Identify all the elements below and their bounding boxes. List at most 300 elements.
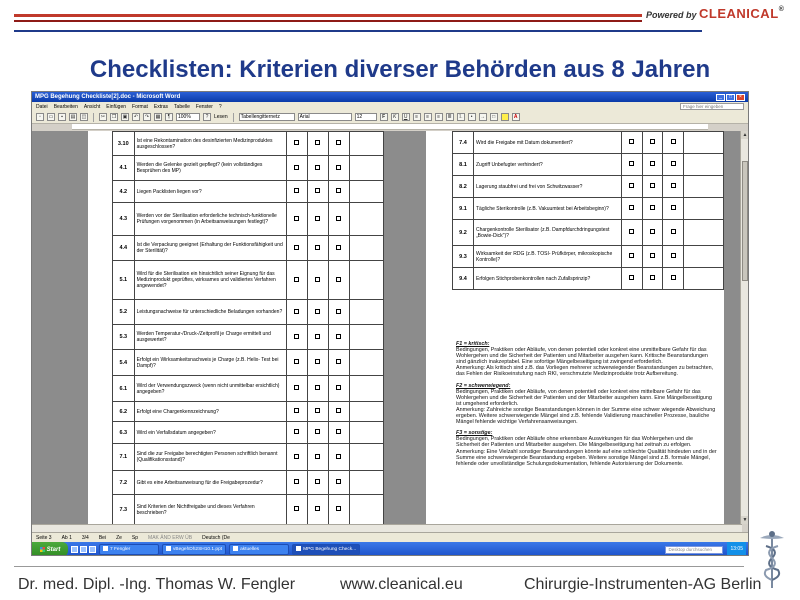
- note-f2-remark: Anmerkung: Zahlreiche sonstige Beanstandungen können in der Summe eine schwer wiegende Abweichung ergeben. Weitere schwerwiegende Mängel sind z.B. fehlende Validierung maschineller Prozesse, bauliche Mängel fehlende wichtige Verfahrensanweisungen.: [456, 406, 716, 426]
- checkbox[interactable]: [650, 139, 655, 144]
- checkbox-cell: [328, 300, 349, 325]
- checkbox[interactable]: [650, 229, 655, 234]
- checkbox-cell: [286, 156, 307, 181]
- remarks-cell[interactable]: [350, 156, 384, 181]
- checkbox-cell: [307, 325, 328, 350]
- checklist-criterion: Wird ein Verfallsdatum angegeben?: [134, 422, 286, 444]
- align-center-icon[interactable]: ≡: [424, 113, 432, 121]
- word-window: [31, 91, 749, 556]
- quick-launch-icon[interactable]: [80, 546, 87, 553]
- checkbox-cell: [307, 350, 328, 376]
- start-button[interactable]: [32, 542, 68, 556]
- remarks-cell[interactable]: [350, 236, 384, 261]
- page-left: [88, 131, 384, 524]
- status-position: Bei: [98, 534, 107, 541]
- checkbox-cell: [663, 176, 684, 198]
- horizontal-scrollbar[interactable]: [32, 524, 742, 532]
- checkbox-cell: [286, 203, 307, 236]
- checklist-criterion: Chargenkontrolle Sterilisator (z.B. Dampfdurchdringungstest „Bowie-Dick")?: [474, 220, 622, 246]
- numbering-icon[interactable]: ⒈: [458, 114, 464, 120]
- checklist-row: [113, 181, 384, 203]
- windows-logo-icon: [40, 547, 45, 552]
- checkbox-cell: [307, 203, 328, 236]
- checkbox-cell: [621, 154, 642, 176]
- checkbox-cell: [328, 350, 349, 376]
- note-f1-remark: Anmerkung: Als kritisch sind z.B. das Vorliegen mehrerer schwerwiegender Beanstandungen zu betrachten, das Fehlen der Risikoeinstufung nach RKI, verschmutzte Medizinprodukte trotz Aufbereitung.: [456, 365, 714, 378]
- highlight-icon[interactable]: [501, 113, 509, 121]
- checkbox[interactable]: [336, 165, 341, 170]
- checklist-criterion: Wird der Verwendungszweck (wenn nicht unmittelbar ersichtlich) angegeben?: [134, 376, 286, 402]
- checkbox[interactable]: [336, 385, 341, 390]
- status-page: Seite 3: [36, 534, 52, 541]
- checkbox-cell: [286, 402, 307, 422]
- footer-company: Chirurgie-Instrumenten-AG Berlin: [524, 576, 762, 593]
- paste-icon[interactable]: ▣: [122, 114, 128, 120]
- checkbox-cell: [286, 495, 307, 525]
- document-area: [32, 131, 742, 524]
- menu-item[interactable]: Extras: [153, 103, 169, 110]
- checkbox-cell: [663, 154, 684, 176]
- remarks-cell[interactable]: [350, 203, 384, 236]
- remarks-cell[interactable]: [350, 261, 384, 300]
- checkbox-cell: [642, 176, 663, 198]
- desktop-search-input[interactable]: Desktop durchsuchen: [665, 546, 723, 554]
- system-tray: [665, 542, 746, 556]
- save-icon[interactable]: ▪: [58, 113, 66, 121]
- note-f3-text: Bedingungen, Praktiken oder Abläufe ohne erkennbare Auswirkungen für das Wohlergehen und die Sicherheit der Patienten und Mitarbeiter ausgehen. Die Mängelbeseitigung hat zeitnah zu erfolgen.: [456, 436, 693, 449]
- checkbox-cell: [286, 236, 307, 261]
- menu-item[interactable]: Format: [132, 103, 148, 110]
- checkbox-cell: [307, 444, 328, 471]
- note-f2-text: Bedingungen, Praktiken oder Abläufe, von denen potentiell oder konkret eine mittelbare Gefahr für das Wohlergehen und die Sicherheit der Patienten und der Mitarbeiter ausgehen kann. Eine Mängelbeseitigung ist umgehend erforderlich.: [456, 388, 712, 407]
- checkbox[interactable]: [315, 359, 320, 364]
- checkbox[interactable]: [336, 429, 341, 434]
- checklist-number: 5.2: [113, 300, 135, 325]
- checkbox-cell: [328, 132, 349, 156]
- checklist-number: 6.1: [113, 376, 135, 402]
- checkbox[interactable]: [336, 309, 341, 314]
- note-f2-title: F2 = schwerwiegend:: [456, 382, 511, 389]
- checkbox[interactable]: [294, 277, 299, 282]
- checkbox[interactable]: [315, 245, 320, 250]
- checkbox-cell: [286, 471, 307, 495]
- checkbox-cell: [663, 268, 684, 290]
- checklist-number: 6.3: [113, 422, 135, 444]
- checklist-row: [453, 198, 724, 220]
- menu-item[interactable]: ?: [218, 103, 222, 110]
- checklist-criterion: Liegen Packlisten liegen vor?: [134, 181, 286, 203]
- checkbox[interactable]: [315, 165, 320, 170]
- brand-name: CLEANICAL: [699, 6, 779, 21]
- align-right-icon[interactable]: ≡: [435, 113, 443, 121]
- caduceus-logo-icon: [752, 528, 792, 590]
- checkbox[interactable]: [294, 506, 299, 511]
- checkbox-cell: [328, 495, 349, 525]
- quick-launch-icon[interactable]: [89, 546, 96, 553]
- checkbox[interactable]: [315, 277, 320, 282]
- checklist-number: 7.2: [113, 471, 135, 495]
- checkbox-cell: [307, 132, 328, 156]
- checkbox[interactable]: [315, 309, 320, 314]
- checkbox[interactable]: [294, 309, 299, 314]
- undo-icon[interactable]: ↶: [133, 114, 139, 120]
- close-button[interactable]: ×: [736, 94, 745, 101]
- checkbox[interactable]: [294, 165, 299, 170]
- checkbox[interactable]: [336, 359, 341, 364]
- font-size-select[interactable]: 12: [355, 113, 377, 121]
- checklist-criterion: Erfolgen Stichprobenkontrollen nach Zufallsprinzip?: [474, 268, 622, 290]
- ruler[interactable]: [72, 124, 708, 130]
- checkbox[interactable]: [629, 275, 634, 280]
- checklist-number: 8.1: [453, 154, 474, 176]
- taskbar-button[interactable]: [229, 544, 289, 555]
- checkbox[interactable]: [294, 334, 299, 339]
- checkbox-cell: [328, 444, 349, 471]
- checkbox[interactable]: [294, 140, 299, 145]
- checkbox[interactable]: [650, 205, 655, 210]
- taskbar-button[interactable]: [292, 544, 360, 555]
- checkbox[interactable]: [671, 205, 676, 210]
- checklist-criterion: Werden vor der Sterilisation erforderliche technisch-funktionelle Prüfungen vorgenommen (in Arbeitsanweisungen festlegt)?: [134, 203, 286, 236]
- app-icon: [233, 546, 238, 551]
- remarks-cell[interactable]: [350, 422, 384, 444]
- remarks-cell[interactable]: [684, 220, 724, 246]
- checklist-row: [113, 376, 384, 402]
- checkbox[interactable]: [336, 334, 341, 339]
- checklist-criterion: Erfolgt eine Chargenkennzeichnung?: [134, 402, 286, 422]
- remarks-cell[interactable]: [684, 246, 724, 268]
- powered-by-logo: [646, 6, 784, 21]
- checklist-number: 9.1: [453, 198, 474, 220]
- checkbox-cell: [307, 402, 328, 422]
- checkbox-cell: [663, 246, 684, 268]
- table-icon[interactable]: ▦: [155, 114, 161, 120]
- checklist-number: 5.1: [113, 261, 135, 300]
- checklist-criterion: Wird für die Sterilisation ein hinsichtlich seiner Eignung für das Medizinprodukt geprüftes, wirksames und validiertes Verfahren angewendet?: [134, 261, 286, 300]
- checkbox-cell: [642, 198, 663, 220]
- status-column: Sp: [131, 534, 139, 541]
- maximize-button[interactable]: □: [726, 94, 735, 101]
- remarks-cell[interactable]: [684, 132, 724, 154]
- checklist-row: [113, 471, 384, 495]
- menu-item[interactable]: Einfügen: [106, 103, 127, 110]
- checkbox-cell: [307, 300, 328, 325]
- remarks-cell[interactable]: [350, 444, 384, 471]
- note-f1-text: Bedingungen, Praktiken oder Abläufe, von denen potentiell oder konkret eine unmittelbare Gefahr für das Wohlergehen und die Sicherheit der Patienten und Mitarbeiter ausgehen kann. Kritische Beanstandungen sind gänzlich inakzeptabel. Eine sofortige Mängelbeseitigung ist zwingend erforderlich.: [456, 347, 708, 366]
- checkbox-cell: [307, 471, 328, 495]
- align-left-icon[interactable]: ≡: [413, 113, 421, 121]
- checkbox[interactable]: [294, 429, 299, 434]
- checklist-number: 9.3: [453, 246, 474, 268]
- taskbar-button[interactable]: [162, 544, 226, 555]
- indent-icon[interactable]: →: [480, 114, 486, 120]
- checklist-criterion: Leistungsnachweise für unterschiedliche Beladungen vorhanden?: [134, 300, 286, 325]
- checkbox-cell: [663, 220, 684, 246]
- checkbox-cell: [663, 132, 684, 154]
- checklist-criterion: Sind die zur Freigabe berechtigten Personen schriftlich benannt (Qualifikationsstand)?: [134, 444, 286, 471]
- remarks-cell[interactable]: [684, 176, 724, 198]
- checkbox[interactable]: [315, 429, 320, 434]
- checkbox[interactable]: [315, 454, 320, 459]
- copy-icon[interactable]: ❐: [111, 114, 117, 120]
- checkbox[interactable]: [650, 253, 655, 258]
- checklist-row: [113, 495, 384, 525]
- checkbox[interactable]: [671, 183, 676, 188]
- footer-website: www.cleanical.eu: [340, 576, 463, 593]
- checkbox-cell: [307, 261, 328, 300]
- taskbar-button-label: aktuelles: [240, 547, 260, 552]
- checklist-number: 5.3: [113, 325, 135, 350]
- checkbox[interactable]: [671, 275, 676, 280]
- checkbox[interactable]: [629, 139, 634, 144]
- checkbox-cell: [621, 268, 642, 290]
- checkbox-cell: [307, 376, 328, 402]
- read-mode-button[interactable]: Lesen: [214, 114, 228, 120]
- task-buttons: [99, 544, 360, 555]
- app-icon: [166, 546, 171, 551]
- checkbox[interactable]: [336, 140, 341, 145]
- justify-icon[interactable]: ≣: [447, 114, 452, 120]
- checkbox[interactable]: [294, 454, 299, 459]
- menubar: [32, 102, 748, 111]
- help-icon[interactable]: ?: [203, 113, 211, 121]
- checkbox-cell: [286, 350, 307, 376]
- checkbox[interactable]: [315, 334, 320, 339]
- checkbox-cell: [328, 325, 349, 350]
- new-document-icon[interactable]: ▫: [36, 113, 44, 121]
- scroll-up-icon[interactable]: ▲: [742, 132, 748, 138]
- taskbar-button-label: MPG Begehung Check...: [303, 547, 357, 552]
- page-right: [426, 131, 724, 524]
- checkbox-cell: [642, 246, 663, 268]
- checklist-criterion: Wirksamkeit der RDG (z.B. TOSI- Prüfkörper, mikroskopische Kontrolle)?: [474, 246, 622, 268]
- font-color-icon[interactable]: A: [512, 113, 520, 121]
- checklist-number: 7.4: [453, 132, 474, 154]
- checkbox[interactable]: [315, 479, 320, 484]
- checkbox[interactable]: [294, 479, 299, 484]
- checkbox-cell: [286, 261, 307, 300]
- footer-line: [14, 566, 744, 567]
- checkbox[interactable]: [294, 216, 299, 221]
- checkbox[interactable]: [671, 139, 676, 144]
- note-f1: [456, 341, 718, 378]
- checkbox[interactable]: [336, 277, 341, 282]
- start-label: Start: [46, 546, 61, 553]
- quick-launch-icon[interactable]: [71, 546, 78, 553]
- border-icon[interactable]: □: [490, 113, 498, 121]
- checkbox[interactable]: [336, 216, 341, 221]
- checklist-row: [113, 132, 384, 156]
- status-language: Deutsch (De: [202, 534, 230, 541]
- checklist-row: [453, 268, 724, 290]
- checklist-criterion: Sind Kriterien der Nichtfreigabe und dieses Verfahren beschrieben?: [134, 495, 286, 525]
- menu-item[interactable]: Datei: [36, 103, 48, 110]
- checkbox[interactable]: [315, 140, 320, 145]
- header-dark-red-line: [14, 20, 642, 22]
- taskbar-button[interactable]: [99, 544, 159, 555]
- checkbox-cell: [663, 198, 684, 220]
- checkbox-cell: [621, 246, 642, 268]
- checkbox[interactable]: [650, 275, 655, 280]
- checklist-criterion: Erfolgt ein Wirksamkeitsnachweis je Charge (z.B. Helix- Test bei Dampf)?: [134, 350, 286, 376]
- checkbox-cell: [642, 132, 663, 154]
- cut-icon[interactable]: ✂: [100, 114, 106, 120]
- checkbox-cell: [621, 198, 642, 220]
- slide-title: Checklisten: Kriterien diverser Behörden aus 8 Jahren: [89, 56, 711, 83]
- remarks-cell[interactable]: [684, 154, 724, 176]
- paragraph-icon[interactable]: ¶: [165, 113, 173, 121]
- checklist-row: [113, 203, 384, 236]
- powered-by-text: Powered by: [646, 10, 697, 20]
- checkbox[interactable]: [629, 161, 634, 166]
- header-red-line: [14, 14, 642, 17]
- toolbar-separator: [93, 113, 94, 122]
- status-pages: 3/4: [81, 534, 89, 541]
- classification-notes: [456, 341, 718, 472]
- checkbox[interactable]: [294, 245, 299, 250]
- checkbox[interactable]: [629, 183, 634, 188]
- remarks-cell[interactable]: [350, 132, 384, 156]
- bold-icon[interactable]: F: [380, 113, 388, 121]
- scroll-down-icon[interactable]: ▼: [742, 517, 748, 523]
- status-flags: MAK ÄND ERW ÜB: [148, 534, 193, 541]
- checkbox[interactable]: [629, 253, 634, 258]
- checklist-number: 4.3: [113, 203, 135, 236]
- checkbox-cell: [307, 181, 328, 203]
- checkbox[interactable]: [671, 161, 676, 166]
- checklist-number: 9.4: [453, 268, 474, 290]
- remarks-cell[interactable]: [350, 325, 384, 350]
- window-title: MPG Begehung Checkliste[2].doc - Microsoft Word: [35, 94, 181, 100]
- checkbox[interactable]: [294, 359, 299, 364]
- checkbox[interactable]: [336, 408, 341, 413]
- checklist-criterion: Ist eine Rekontamination des desinfizierten Medizinproduktes ausgeschlossen?: [134, 132, 286, 156]
- menu-item[interactable]: Fenster: [195, 103, 213, 110]
- font-select[interactable]: Arial: [298, 113, 352, 121]
- checkbox[interactable]: [671, 229, 676, 234]
- note-f3-title: F3 = sonstige:: [456, 430, 493, 437]
- checkbox-cell: [621, 220, 642, 246]
- checkbox[interactable]: [336, 479, 341, 484]
- checkbox[interactable]: [629, 205, 634, 210]
- remarks-cell[interactable]: [350, 402, 384, 422]
- open-icon[interactable]: ▭: [48, 114, 54, 120]
- remarks-cell[interactable]: [350, 471, 384, 495]
- checkbox[interactable]: [315, 188, 320, 193]
- preview-icon[interactable]: ◫: [81, 114, 87, 120]
- style-select[interactable]: Tabellengitternetz: [239, 113, 295, 121]
- checklist-number: 9.2: [453, 220, 474, 246]
- checkbox[interactable]: [315, 506, 320, 511]
- zoom-select[interactable]: 100%: [176, 113, 200, 121]
- remarks-cell[interactable]: [684, 198, 724, 220]
- vertical-scrollbar[interactable]: [740, 131, 748, 524]
- remarks-cell[interactable]: [350, 300, 384, 325]
- app-icon: [296, 546, 301, 551]
- window-controls: [716, 94, 745, 101]
- checklist-criterion: Gibt es eine Arbeitsanweisung für die Freigabeprozedur?: [134, 471, 286, 495]
- checkbox-cell: [642, 154, 663, 176]
- checklist-criterion: Ist die Verpackung geeignet (Erhaltung der Funktionsfähigkeit und der Sterilität)?: [134, 236, 286, 261]
- checkbox[interactable]: [315, 385, 320, 390]
- window-titlebar[interactable]: [32, 92, 748, 102]
- checkbox[interactable]: [336, 188, 341, 193]
- checkbox[interactable]: [629, 229, 634, 234]
- checkbox-cell: [328, 376, 349, 402]
- checklist-row: [453, 246, 724, 268]
- checkbox[interactable]: [336, 245, 341, 250]
- remarks-cell[interactable]: [350, 376, 384, 402]
- checklist-row: [113, 422, 384, 444]
- checklist-table-right: [452, 131, 724, 290]
- remarks-cell[interactable]: [350, 181, 384, 203]
- menu-item[interactable]: Tabelle: [174, 103, 190, 110]
- checklist-table-left: [112, 131, 384, 524]
- note-f3: [456, 430, 718, 467]
- checkbox-cell: [286, 325, 307, 350]
- checkbox[interactable]: [315, 216, 320, 221]
- checkbox-cell: [328, 422, 349, 444]
- checkbox-cell: [328, 471, 349, 495]
- checklist-criterion: Wird die Freigabe mit Datum dokumentiert?: [474, 132, 622, 154]
- menu-item[interactable]: Bearbeiten: [53, 103, 78, 110]
- checkbox[interactable]: [650, 161, 655, 166]
- checkbox[interactable]: [336, 454, 341, 459]
- toolbar-separator: [233, 113, 234, 122]
- checkbox[interactable]: [336, 506, 341, 511]
- checklist-row: [453, 154, 724, 176]
- checklist-number: 4.4: [113, 236, 135, 261]
- checkbox[interactable]: [671, 253, 676, 258]
- header-blue-line: [14, 30, 702, 32]
- redo-icon[interactable]: ↷: [144, 114, 150, 120]
- checklist-number: 7.1: [113, 444, 135, 471]
- clock: 13:05: [727, 542, 746, 556]
- checkbox-cell: [621, 132, 642, 154]
- checklist-criterion: Lagerung staubfrei und frei von Schwitzwasser?: [474, 176, 622, 198]
- checkbox[interactable]: [294, 188, 299, 193]
- checkbox[interactable]: [294, 408, 299, 413]
- checkbox-cell: [286, 132, 307, 156]
- checklist-row: [453, 220, 724, 246]
- print-icon[interactable]: ▤: [70, 114, 76, 120]
- menu-item[interactable]: Ansicht: [83, 103, 101, 110]
- checklist-row: [113, 350, 384, 376]
- checkbox[interactable]: [650, 183, 655, 188]
- underline-icon[interactable]: U: [402, 113, 410, 121]
- remarks-cell[interactable]: [350, 495, 384, 525]
- checkbox-cell: [307, 495, 328, 525]
- italic-icon[interactable]: K: [391, 113, 399, 121]
- checkbox-cell: [286, 300, 307, 325]
- slide-footer: [0, 566, 800, 600]
- checklist-row: [113, 325, 384, 350]
- scroll-thumb[interactable]: [742, 161, 748, 281]
- minimize-button[interactable]: _: [716, 94, 725, 101]
- remarks-cell[interactable]: [684, 268, 724, 290]
- checkbox-cell: [328, 203, 349, 236]
- checkbox[interactable]: [315, 408, 320, 413]
- checkbox-cell: [328, 261, 349, 300]
- remarks-cell[interactable]: [350, 350, 384, 376]
- help-search-input[interactable]: Frage hier eingeben: [680, 103, 744, 110]
- checklist-number: 6.2: [113, 402, 135, 422]
- checklist-criterion: Zugriff Unbefugter verhindert?: [474, 154, 622, 176]
- note-f3-remark: Anmerkung: Eine Vielzahl sonstiger Beanstandungen könnte auf eine schlechte Qualität hindeuten und in der Summe eine schwerwiegende Beanstandung ergeben. Weitere sonstige Mängel sind z.B. formale Mängel, fehlende oder unvollständige Schulungsdokumentation, fehlende Autorisierung der Dokumente.: [456, 448, 717, 467]
- checkbox[interactable]: [294, 385, 299, 390]
- bullets-icon[interactable]: •: [468, 113, 476, 121]
- checklist-criterion: Werden die Gelenke gezielt gepflegt? (kein vollständiges Besprühen des MP): [134, 156, 286, 181]
